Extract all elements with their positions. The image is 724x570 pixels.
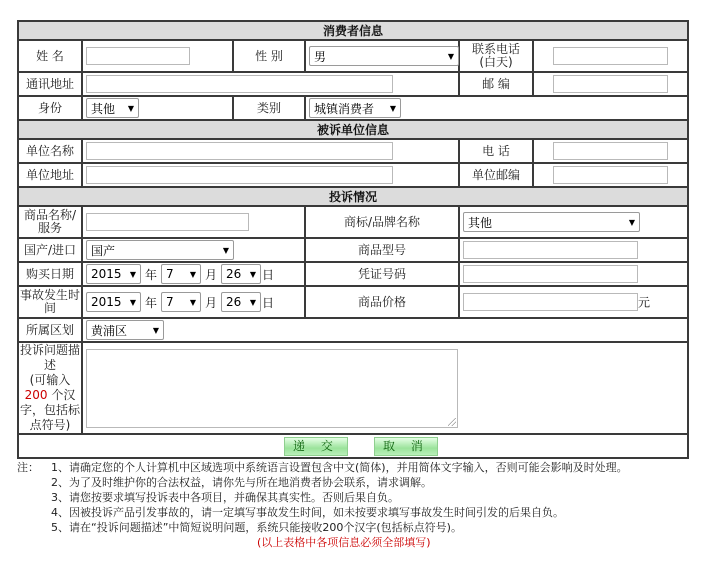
unit-name-input[interactable]	[86, 142, 393, 160]
purchase-day-select[interactable]	[221, 264, 261, 284]
incident-year-select[interactable]	[86, 292, 141, 312]
note-text-1: 1、请确定您的个人计算机中区域选项中系统语言设置包含中文(简体)，并用简体文字输入，否则可能会影响及时处理。	[51, 461, 628, 474]
year-unit: 年	[145, 295, 158, 310]
desc-label-5: 字，包括标	[19, 403, 80, 417]
unit-phone-label: 电 话	[459, 139, 533, 163]
origin-select[interactable]	[86, 240, 234, 260]
category-value: 城镇消费者	[314, 101, 375, 116]
cancel-button[interactable]: 取 消	[374, 437, 438, 456]
unit-address-label: 单位地址	[18, 163, 82, 187]
note-item	[17, 520, 707, 535]
chevron-down-icon: ▼	[447, 51, 454, 61]
address-input[interactable]	[86, 75, 393, 93]
gender-value: 男	[314, 49, 327, 64]
product-label	[18, 206, 82, 238]
note-text-3: 3、请您按要求填写投诉表中各项目，并确保其真实性。否则后果自负。	[51, 491, 399, 504]
month-unit: 月	[205, 267, 218, 282]
description-label	[18, 342, 82, 434]
resize-grip-icon[interactable]	[448, 418, 456, 426]
purchase-date-label: 购买日期	[18, 262, 82, 286]
note-text-5: 5、请在“投诉问题描述”中简短说明问题，系统只能接收200个汉字(包括标点符号)。	[51, 521, 462, 534]
button-row	[18, 434, 688, 458]
origin-label: 国产/进口	[18, 238, 82, 262]
model-label: 商品型号	[305, 238, 459, 262]
incident-day-select[interactable]	[221, 292, 261, 312]
name-label: 姓 名	[18, 40, 82, 72]
note-item	[17, 475, 707, 490]
incident-time-label	[18, 286, 82, 318]
unit-address-input[interactable]	[86, 166, 393, 184]
identity-label: 身份	[18, 96, 82, 120]
section-consumer-info: 消费者信息	[18, 21, 688, 40]
price-unit: 元	[638, 295, 651, 310]
category-label: 类别	[233, 96, 305, 120]
notes-heading: 注：	[17, 461, 39, 474]
unit-phone-input[interactable]	[553, 142, 668, 160]
unit-name-label: 单位名称	[18, 139, 82, 163]
year-unit: 年	[145, 267, 158, 282]
address-label: 通讯地址	[18, 72, 82, 96]
day-unit: 日	[262, 267, 275, 282]
name-input[interactable]	[86, 47, 190, 65]
purchase-year-value: 2015	[91, 267, 122, 281]
purchase-day-value: 26	[226, 267, 242, 281]
desc-char-limit: 200	[24, 388, 48, 402]
section-complaint-info: 投诉情况	[18, 187, 688, 206]
month-unit: 月	[205, 295, 218, 310]
district-select[interactable]	[86, 320, 164, 340]
district-label: 所属区划	[18, 318, 82, 342]
desc-label-3: (可输入	[29, 373, 71, 387]
chevron-down-icon: ▼	[249, 297, 257, 307]
phone-label-line2: (白天)	[479, 55, 513, 69]
note-item	[17, 490, 707, 505]
chevron-down-icon: ▼	[152, 325, 159, 335]
description-textarea[interactable]	[86, 349, 458, 428]
purchase-month-value: 7	[166, 267, 174, 281]
desc-label-4: 个汉	[47, 388, 76, 402]
category-select[interactable]	[309, 98, 401, 118]
identity-value: 其他	[91, 101, 116, 116]
price-label: 商品价格	[305, 286, 459, 318]
postcode-input[interactable]	[553, 75, 668, 93]
model-input[interactable]	[463, 241, 638, 259]
required-notice: (以上表格中各项信息必须全部填写)	[257, 536, 431, 549]
note-text-2: 2、为了及时维护你的合法权益，请你先与所在地消费者协会联系，请求调解。	[51, 476, 432, 489]
gender-select[interactable]	[309, 46, 459, 66]
incident-label-line2: 间	[43, 301, 56, 315]
desc-label-1: 投诉问题描	[19, 343, 80, 357]
identity-select[interactable]	[86, 98, 139, 118]
desc-label-6: 点符号)	[29, 418, 71, 432]
desc-label-2: 述	[43, 358, 56, 372]
incident-day-value: 26	[226, 295, 242, 309]
incident-month-value: 7	[166, 295, 174, 309]
product-label-line1: 商品名称/	[23, 208, 77, 222]
chevron-down-icon: ▼	[189, 269, 197, 279]
gender-label: 性 别	[233, 40, 305, 72]
postcode-label: 邮 编	[459, 72, 533, 96]
chevron-down-icon: ▼	[389, 103, 396, 113]
complaint-form	[17, 20, 689, 459]
unit-postcode-label: 单位邮编	[459, 163, 533, 187]
incident-label-line1: 事故发生时	[19, 288, 80, 302]
brand-label: 商标/品牌名称	[305, 206, 459, 238]
chevron-down-icon: ▼	[249, 269, 257, 279]
phone-input[interactable]	[553, 47, 668, 65]
day-unit: 日	[262, 295, 275, 310]
voucher-label: 凭证号码	[305, 262, 459, 286]
purchase-year-select[interactable]	[86, 264, 141, 284]
voucher-input[interactable]	[463, 265, 638, 283]
phone-label	[459, 40, 533, 72]
chevron-down-icon: ▼	[189, 297, 197, 307]
notes	[17, 460, 707, 550]
district-value: 黄浦区	[91, 323, 128, 338]
purchase-month-select[interactable]	[161, 264, 201, 284]
brand-select[interactable]	[463, 212, 640, 232]
submit-button[interactable]: 递 交	[284, 437, 348, 456]
chevron-down-icon: ▼	[129, 297, 136, 307]
incident-month-select[interactable]	[161, 292, 201, 312]
phone-label-line1: 联系电话	[471, 42, 520, 56]
incident-year-value: 2015	[91, 295, 122, 309]
section-respondent-info: 被诉单位信息	[18, 120, 688, 139]
note-text-4: 4、因被投诉产品引发事故的，请一定填写事故发生时间，如未按要求填写事故发生时间引发的后果自负。	[51, 506, 564, 519]
chevron-down-icon: ▼	[222, 245, 229, 255]
note-item	[17, 460, 707, 475]
price-input[interactable]	[463, 293, 638, 311]
product-label-line2: 服务	[37, 221, 62, 235]
product-input[interactable]	[86, 213, 249, 231]
origin-value: 国产	[91, 243, 116, 258]
unit-postcode-input[interactable]	[553, 166, 668, 184]
chevron-down-icon: ▼	[628, 217, 635, 227]
brand-value: 其他	[468, 215, 493, 230]
chevron-down-icon: ▼	[129, 269, 136, 279]
chevron-down-icon: ▼	[127, 103, 134, 113]
note-item	[17, 505, 707, 520]
